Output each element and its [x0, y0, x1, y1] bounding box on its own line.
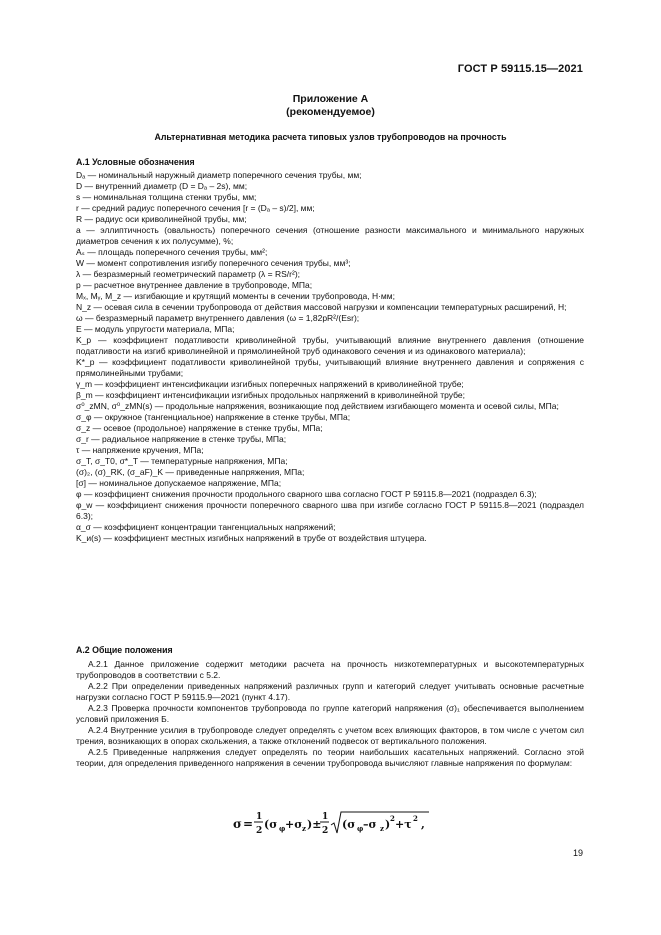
formula-plus-tau: +τ	[395, 818, 412, 831]
symbol-item: K_p — коэффициент податливости криволинейной трубы, учитывающий влияние внутреннего давления (отношение податливости на изгиб криволинейной и прямолинейной труб одинакового сечения и из одинакового материала);	[76, 335, 584, 356]
symbol-item: φ_w — коэффициент снижения прочности поперечного сварного шва при изгибе согласно ГОСТ Р 59115.8—2021 (подраздел 6.3);	[76, 500, 584, 521]
general-provisions	[76, 659, 584, 769]
symbol-item: a — эллиптичность (овальность) поперечного сечения (отношение разности максимального и минимального наружных диаметров сечения к их полусумме), %;	[76, 225, 584, 246]
symbol-item: σ_T, σ_T0, σ*_T — температурные напряжения, МПа;	[76, 456, 288, 466]
symbol-item: σ_φ — окружное (тангенциальное) напряжение в стенке трубы, МПа;	[76, 412, 351, 422]
symbol-item: R — радиус оси криволинейной трубы, мм;	[76, 214, 247, 224]
symbol-item: γ_m — коэффициент интенсификации изгибных поперечных напряжений в криволинейной трубе;	[76, 379, 464, 389]
symbols-list	[76, 170, 584, 544]
paragraph: А.2.3 Проверка прочности компонентов трубопровода по группе категорий напряжения (σ)₁ обеспечивается выполнением условий приложения Б.	[76, 703, 584, 724]
formula-sub-phi: φ	[279, 824, 286, 833]
symbol-item: λ — безразмерный геометрический параметр (λ = RS/r²);	[76, 269, 301, 279]
symbol-item: (σ)₂, (σ)_RK, (σ_aF)_K — приведенные напряжения, МПа;	[76, 467, 305, 477]
formula-eq: =	[243, 817, 254, 831]
symbol-item: p — расчетное внутреннее давление в трубопроводе, МПа;	[76, 280, 313, 290]
symbol-item: E — модуль упругости материала, МПа;	[76, 324, 235, 334]
formula-half-num: 1	[256, 812, 263, 822]
formula-rad-close: )	[385, 818, 391, 831]
symbol-item: K*_p — коэффициент податливости криволинейной трубы, учитывающий влияние внутреннего давления и сопряжения с прямолинейными трубами;	[76, 357, 584, 378]
symbol-item: r — средний радиус поперечного сечения [r = (Dₐ – s)/2], мм;	[76, 203, 315, 213]
symbol-item: W — момент сопротивления изгибу поперечного сечения трубы, мм³;	[76, 258, 351, 268]
formula-tau-sq: 2	[413, 814, 418, 823]
formula-rad-body: (σ	[342, 818, 356, 831]
symbol-item: β_m — коэффициент интенсификации изгибных продольных напряжений в криволинейной трубе;	[76, 390, 465, 400]
formula-half2-den: 2	[322, 826, 329, 836]
paragraph: А.2.2 При определении приведенных напряжений различных групп и категорий следует учитывать основные расчетные нагрузки согласно ГОСТ Р 59115.9—2021 (пункт 4.17).	[76, 681, 584, 702]
principal-stress-formula	[233, 806, 433, 842]
paragraph: А.2.1 Данное приложение содержит методики расчета на прочность низкотемпературных и высокотемпературных трубопроводов в соответствии с 5.2.	[76, 659, 584, 680]
symbol-item: s — номинальная толщина стенки трубы, мм;	[76, 192, 257, 202]
formula-close: )±	[307, 818, 322, 831]
paragraph: А.2.5 Приведенные напряжения следует определять по теории наибольших касательных напряжений. Согласно этой теории, для определения приведенного напряжения в сечении трубопровода вычисляют главные напряжения по формулам:	[76, 747, 584, 768]
symbol-item: τ — напряжение кручения, МПа;	[76, 445, 204, 455]
symbol-item: K_и(s) — коэффициент местных изгибных напряжений в трубе от воздействия штуцера.	[76, 533, 427, 543]
symbol-item: D — внутренний диаметр (D = Dₐ – 2s), мм;	[76, 181, 248, 191]
formula-minus: –σ	[363, 818, 377, 831]
formula-sub-z: z	[302, 824, 306, 833]
page-number: 19	[572, 848, 583, 858]
formula-plus: +σ	[285, 818, 303, 831]
formula-rad-phi: φ	[357, 824, 364, 833]
formula-tail: ,	[421, 818, 425, 831]
appendix-subtitle: Альтернативная методика расчета типовых узлов трубопроводов на прочность	[154, 132, 507, 142]
symbol-item: σ_r — радиальное напряжение в стенке трубы, МПа;	[76, 434, 287, 444]
formula-paren1: (σ	[264, 818, 278, 831]
section-heading-a2: А.2 Общие положения	[76, 645, 173, 655]
document-id: ГОСТ Р 59115.15—2021	[457, 63, 583, 75]
symbol-item: N_z — осевая сила в сечении трубопровода от действия массовой нагрузки и компенсации температурных расширений, Н;	[76, 302, 567, 312]
formula-half-den: 2	[256, 826, 263, 836]
formula-lhs: σ	[233, 817, 242, 831]
symbol-item: [σ] — номинальное допускаемое напряжение, МПа;	[76, 478, 282, 488]
section-heading-a1: А.1 Условные обозначения	[76, 157, 195, 167]
symbol-item: α_σ — коэффициент концентрации тангенциальных напряжений;	[76, 522, 336, 532]
appendix-title: Приложение А	[292, 93, 369, 105]
paragraph: А.2.4 Внутренние усилия в трубопроводе следует определять с учетом всех влияющих факторов, в том числе с учетом сил трения, возникающих в опорах скольжения, а также отклонений подвесок от вертикального положения.	[76, 725, 584, 746]
symbol-item: Dₐ — номинальный наружный диаметр поперечного сечения трубы, мм;	[76, 170, 362, 180]
symbol-item: Aₛ — площадь поперечного сечения трубы, мм²;	[76, 247, 268, 257]
symbol-item: φ — коэффициент снижения прочности продольного сварного шва согласно ГОСТ Р 59115.8—2021 (подраздел 6.3);	[76, 489, 537, 499]
appendix-status: (рекомендуемое)	[286, 106, 375, 118]
symbol-item: σ_z — осевое (продольное) напряжение в стенке трубы, МПа;	[76, 423, 323, 433]
formula-half2-num: 1	[322, 812, 329, 822]
symbol-item: σ⁰_zMN, σ⁰_zMN(s) — продольные напряжения, возникающие под действием изгибающего момента и осевой силы, МПа;	[76, 401, 559, 411]
formula-sq: 2	[390, 814, 395, 823]
symbol-item: Mₓ, Mᵧ, M_z — изгибающие и крутящий моменты в сечении трубопровода, Н·мм;	[76, 291, 395, 301]
symbol-item: ω — безразмерный параметр внутреннего давления (ω = 1,82pR²/(Esr);	[76, 313, 360, 323]
formula-rad-z: z	[380, 824, 384, 833]
